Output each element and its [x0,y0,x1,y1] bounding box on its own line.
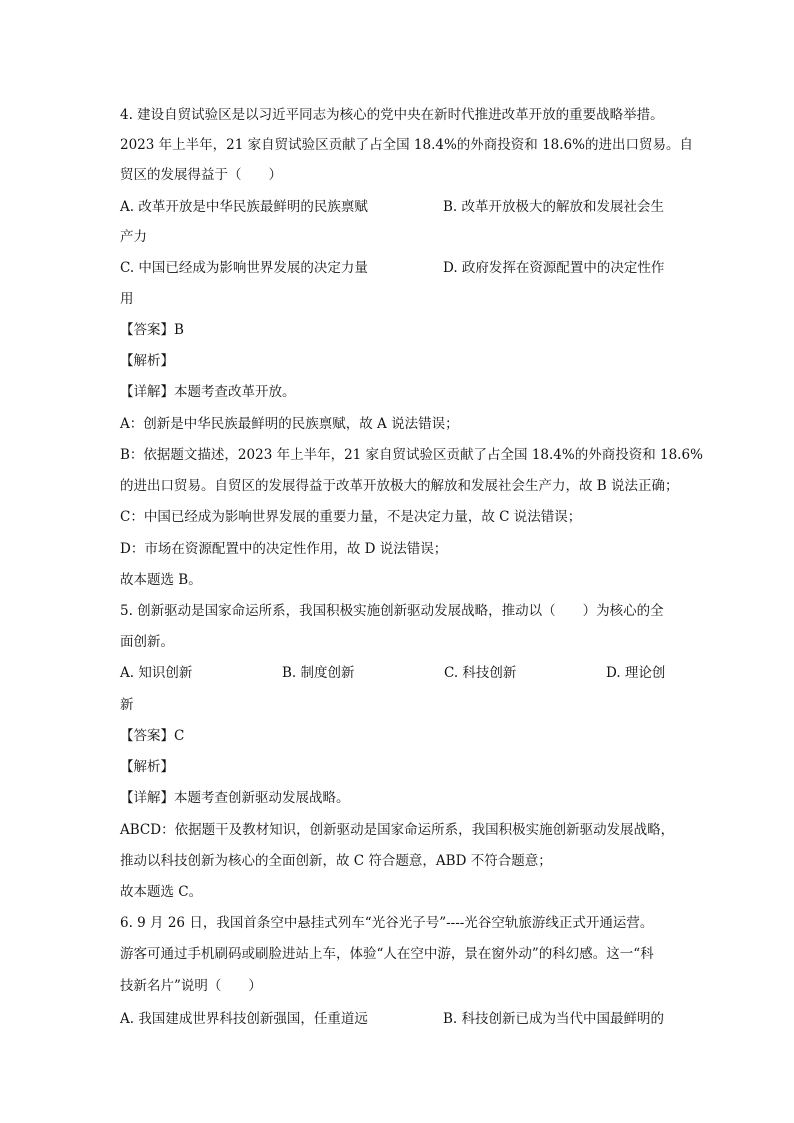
q5-answer: 【答案】C [120,728,185,744]
q6-option-a: A. 我国建成世界科技创新强国，任重道远 [120,1011,368,1027]
q4-stem-line-2: 2023 年上半年，21 家自贸试验区贡献了占全国 18.4%的外商投资和 18.6%的进出口贸易。自 [120,137,693,153]
q5-option-d: D. 理论创 [606,665,666,681]
q4-detail-line-2: A：创新是中华民族最鲜明的民族禀赋，故 A 说法错误； [120,416,459,432]
q5-option-a: A. 知识创新 [120,665,193,681]
q5-option-d-cont: 新 [120,697,134,713]
q5-detail-line-3: 推动以科技创新为核心的全面创新，故 C 符合题意，ABD 不符合题意； [120,853,552,869]
q4-detail-line-1: 【详解】本题考查改革开放。 [120,384,296,400]
q4-option-c: C. 中国已经成为影响世界发展的决定力量 [120,260,368,276]
q4-option-b: B. 改革开放极大的解放和发展社会生 [443,199,665,215]
q5-stem-line-1: 5. 创新驱动是国家命运所系，我国积极实施创新驱动发展战略，推动以（ ）为核心的全 [120,603,664,619]
q5-option-c: C. 科技创新 [444,665,517,681]
q4-answer: 【答案】B [120,322,184,338]
q4-analysis-label: 【解析】 [120,353,174,369]
q4-stem-line-1: 4. 建设自贸试验区是以习近平同志为核心的党中央在新时代推进改革开放的重要战略举措。 [120,107,664,123]
q4-detail-line-4: 的进出口贸易。自贸区的发展得益于改革开放极大的解放和发展社会生产力，故 B 说法正确； [120,478,679,494]
q6-stem-line-1: 6. 9 月 26 日，我国首条空中悬挂式列车“光谷光子号”----光谷空轨旅游线正式开通运营。 [120,915,654,931]
q5-analysis-label: 【解析】 [120,759,174,775]
q4-detail-line-3: B：依据题文描述，2023 年上半年，21 家自贸试验区贡献了占全国 18.4%的外商投资和 18.6% [120,447,703,463]
q5-detail-line-1: 【详解】本题考查创新驱动发展战略。 [120,790,350,806]
q4-option-d-cont: 用 [120,291,134,307]
q5-detail-line-4: 故本题选 C。 [120,884,203,900]
q4-option-d: D. 政府发挥在资源配置中的决定性作 [443,260,665,276]
q4-option-b-cont: 产力 [120,229,147,245]
q4-stem-line-3: 贸区的发展得益于（ ） [120,167,282,183]
q4-detail-line-5: C：中国已经成为影响世界发展的重要力量，不是决定力量，故 C 说法错误； [120,509,582,525]
q5-stem-line-2: 面创新。 [120,634,174,650]
q6-stem-line-2: 游客可通过手机刷码或刷脸进站上车，体验“人在空中游，景在窗外动”的科幻感。这一“科 [120,946,654,962]
q6-stem-line-3: 技新名片”说明（ ） [120,978,262,994]
q4-detail-line-6: D：市场在资源配置中的决定性作用，故 D 说法错误； [120,541,448,557]
q4-detail-line-7: 故本题选 B。 [120,572,202,588]
q4-option-a: A. 改革开放是中华民族最鲜明的民族禀赋 [120,199,368,215]
q5-option-b: B. 制度创新 [282,665,355,681]
q6-option-b: B. 科技创新已成为当代中国最鲜明的 [443,1011,665,1027]
q5-detail-line-2: ABCD：依据题干及教材知识，创新驱动是国家命运所系，我国积极实施创新驱动发展战略， [120,822,675,838]
